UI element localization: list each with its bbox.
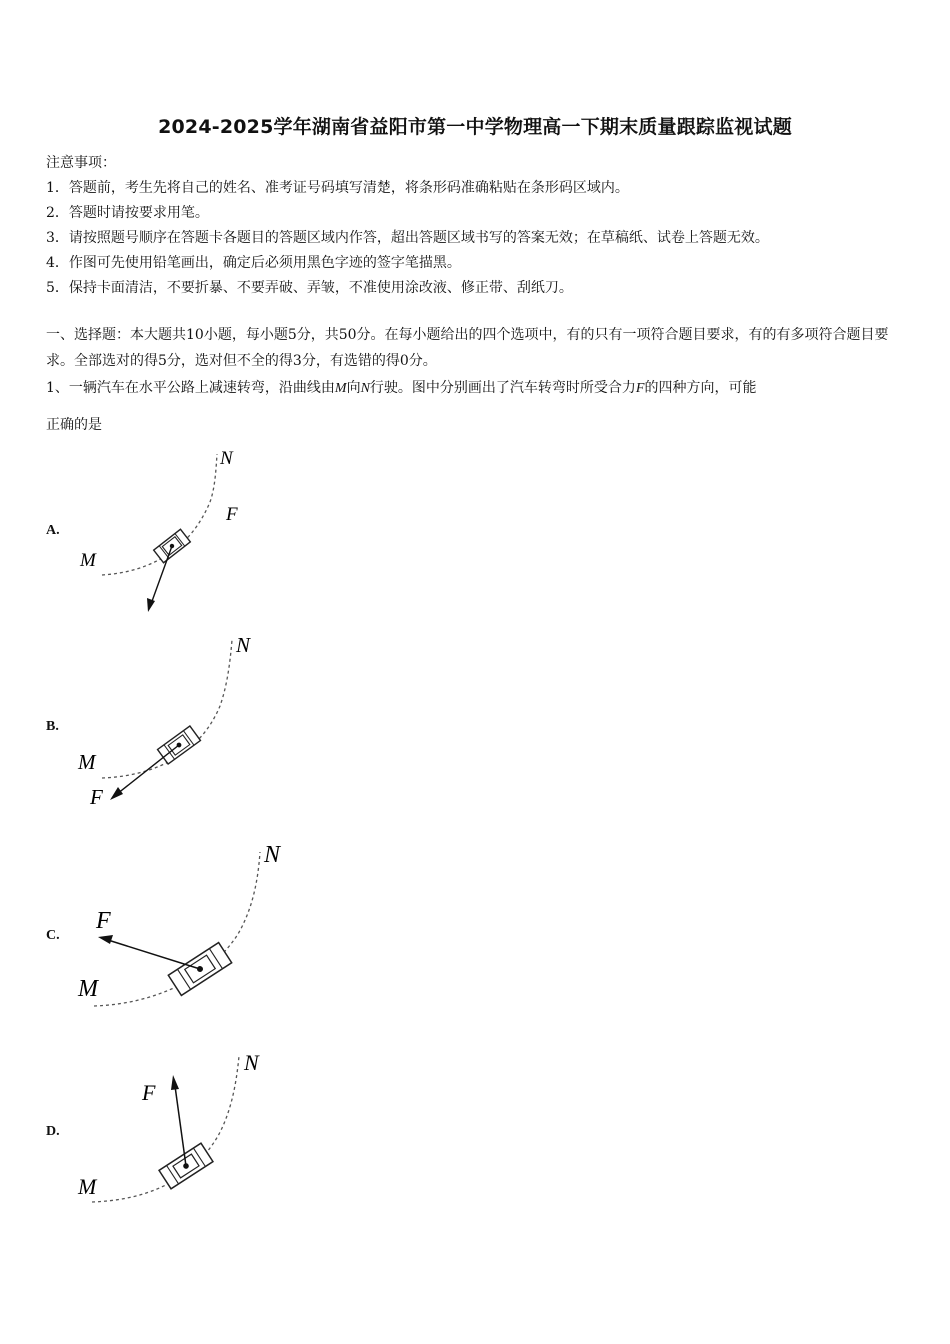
- notice-item: 1．答题前，考生先将自己的姓名、准考证号码填写清楚，将条形码准确粘贴在条形码区域内。: [46, 180, 629, 196]
- force-arrow: [117, 745, 179, 794]
- notice-item: 3．请按照题号顺序在答题卡各题目的答题区域内作答，超出答题区域书写的答案无效；在草稿纸、试卷上答题无效。: [46, 230, 769, 246]
- force-arrow: [175, 1086, 186, 1166]
- var-m: M: [334, 381, 347, 396]
- option-label-d: D.: [46, 1124, 60, 1139]
- label-m: M: [80, 550, 96, 571]
- arrow-head: [147, 598, 155, 612]
- notice-heading: 注意事项：: [46, 155, 116, 171]
- question-text: 1、一辆汽车在水平公路上减速转弯，沿曲线由: [46, 380, 335, 396]
- section-intro: 一、选择题：本大题共10小题，每小题5分，共50分。在每小题给出的四个选项中，有的只有一项符合题目要求，有的有多项符合题目要求。全部选对的得5分，选对但不全的得3分，有选错的得0分。: [46, 327, 889, 369]
- label-f: F: [226, 504, 238, 525]
- label-m: M: [78, 1174, 97, 1199]
- force-arrow: [108, 940, 200, 969]
- label-m: M: [78, 750, 96, 774]
- question-text: 向: [346, 380, 361, 396]
- question-text: 行驶。图中分别画出了汽车转弯时所受合力: [369, 380, 636, 396]
- figure-option-a: [60, 440, 260, 620]
- option-label-b: B.: [46, 719, 59, 734]
- arrow-head: [171, 1075, 179, 1090]
- arrow-head: [110, 787, 123, 800]
- notice-item: 5．保持卡面清洁，不要折暴、不要弄破、弄皱，不准使用涂改液、修正带、刮纸刀。: [46, 280, 573, 296]
- option-label-a: A.: [46, 523, 60, 538]
- label-n: N: [244, 1050, 259, 1075]
- page-title: 2024-2025学年湖南省益阳市第一中学物理高一下期末质量跟踪监视试题: [158, 116, 792, 138]
- label-f: F: [142, 1080, 156, 1105]
- notice-item: 4．作图可先使用铅笔画出，确定后必须用黑色字迹的签字笔描黑。: [46, 255, 461, 271]
- figure-option-b: [60, 628, 280, 818]
- label-m: M: [78, 976, 98, 1002]
- var-n: N: [360, 381, 370, 396]
- label-n: N: [220, 448, 233, 469]
- figure-option-c: [60, 838, 300, 1018]
- question-stem-cont: 正确的是: [46, 417, 102, 433]
- option-label-c: C.: [46, 928, 60, 943]
- question-text: 的四种方向，可能: [644, 380, 757, 396]
- notice-item: 2．答题时请按要求用笔。: [46, 205, 209, 221]
- label-f: F: [90, 785, 103, 809]
- arrow-head: [98, 935, 113, 944]
- label-f: F: [96, 908, 111, 934]
- label-n: N: [264, 842, 281, 868]
- label-n: N: [236, 633, 251, 657]
- figure-option-d: [60, 1040, 290, 1220]
- question-stem: [46, 377, 756, 397]
- var-f: F: [635, 381, 645, 396]
